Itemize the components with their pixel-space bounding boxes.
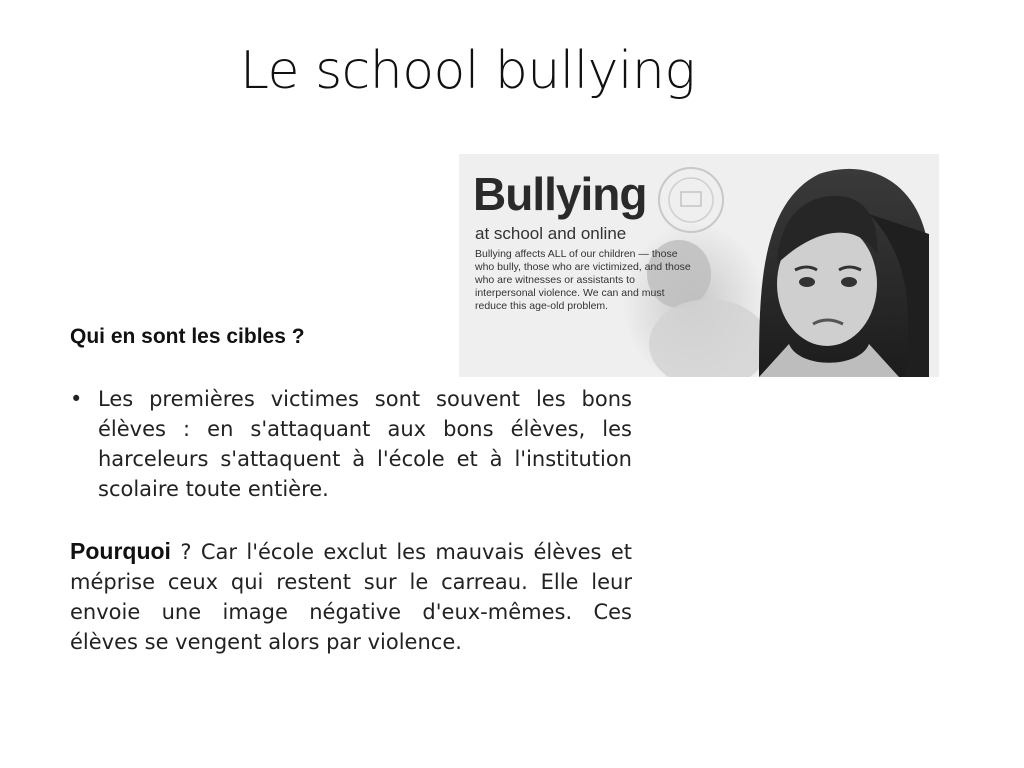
paragraph-text: ? Car l'école exclut les mauvais élèves et méprise ceux qui restent sur le carreau. Elle leur envoie une image négative d'eux-mêmes. Ces élèves se vengent alors par violence. (70, 540, 632, 654)
section-heading: Qui en sont les cibles ? (70, 325, 305, 348)
bullet-icon: • (70, 387, 83, 411)
bullet-list (70, 384, 632, 504)
photo-body-text: Bullying affects ALL of our children — those who bully, those who are victimized, and those who are witnesses or assistants to interpersonal violence. We can and must reduce this age-old problem. (475, 248, 691, 312)
bullying-photo (459, 154, 939, 377)
bullet-text: Les premières victimes sont souvent les bons élèves : en s'attaquant aux bons élèves, les harceleurs s'attaquent à l'école et à l'institution scolaire toute entière. (98, 387, 632, 501)
bullet-item (70, 384, 632, 504)
photo-heading: Bullying (473, 168, 647, 220)
paragraph-lead: Pourquoi (70, 538, 171, 564)
why-paragraph (70, 536, 632, 657)
photo-subheading: at school and online (475, 224, 627, 243)
slide-title: Le school bullying (240, 41, 696, 101)
